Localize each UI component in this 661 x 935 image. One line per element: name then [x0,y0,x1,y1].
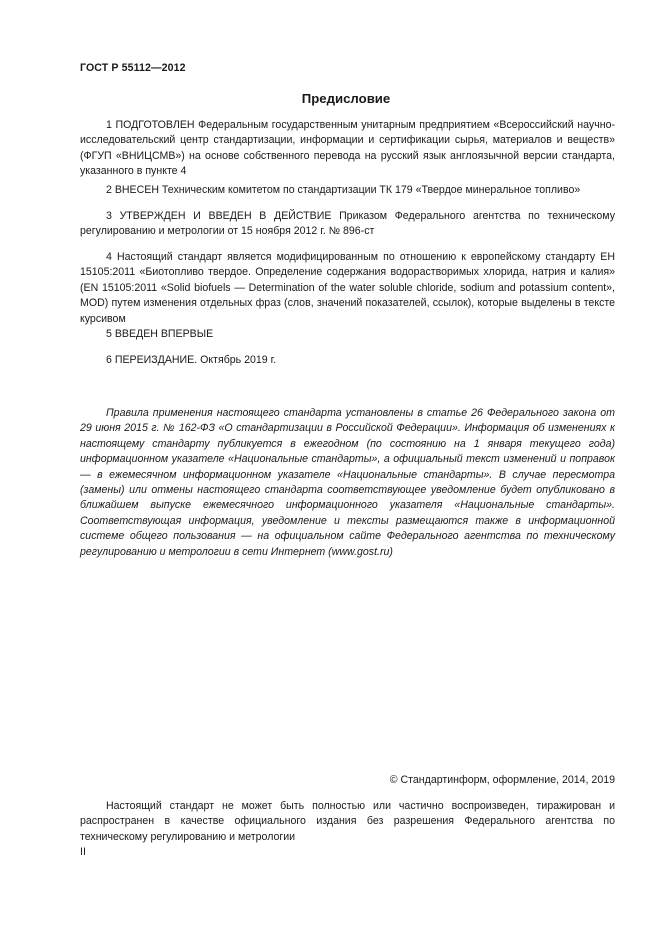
preface-item-6: 6 ПЕРЕИЗДАНИЕ. Октябрь 2019 г. [106,354,277,366]
page-number: II [80,846,86,858]
preface-item-3: 3 УТВЕРЖДЕН И ВВЕДЕН В ДЕЙСТВИЕ Приказом Федерального агентства по техническому регулированию и метрологии от 15 ноября 2012 г. № 896-ст [80,210,615,238]
preface-item-4: 4 Настоящий стандарт является модифицированным по отношению к европейскому стандарту ЕН 15105:2011 «Биотопливо твердое. Определение содержания водорастворимых хлорида, натрия и калия» (EN 15105:2011 «Solid biofuels — Determination of the water soluble chloride, sodium and potassium content», MOD) путем изменения отдельных фраз (слов, значений показателей, ссылок), которые выделены в тексте курсивом [80,251,615,325]
standard-usage-notice: Правила применения настоящего стандарта установлены в статье 26 Федерального закона от 29 июня 2015 г. № 162-ФЗ «О стандартизации в Российской Федерации». Информация об изменениях к настоящему стандарту публикуется в ежегодном (по состоянию на 1 января текущего года) информационном указателе «Национальные стандарты», а официальный текст изменений и поправок — в ежемесячном информационном указателе «Национальные стандарты». В случае пересмотра (замены) или отмены настоящего стандарта соответствующее уведомление будет опубликовано в ближайшем выпуске ежемесячного информационного указателя «Национальные стандарты». Соответствующая информация, уведомление и тексты размещаются также в информационной системе общего пользования — на официальном сайте Федерального агентства по техническому регулированию и метрологии в сети Интернет (www.gost.ru) [80,407,615,558]
standard-code: ГОСТ Р 55112—2012 [80,62,186,74]
copyright-line: © Стандартинформ, оформление, 2014, 2019 [389,774,615,786]
preface-item-1: 1 ПОДГОТОВЛЕН Федеральным государственным унитарным предприятием «Всероссийский научно-исследовательский центр стандартизации, информации и сертификации сырья, материалов и веществ» (ФГУП «ВНИЦСМВ») на основе собственного перевода на русский язык англоязычной версии стандарта, указанного в пункте 4 [80,119,615,178]
preface-item-5: 5 ВВЕДЕН ВПЕРВЫЕ [106,328,214,340]
preface-title: Предисловие [301,91,391,106]
reproduction-notice: Настоящий стандарт не может быть полностью или частично воспроизведен, тиражирован и распространен в качестве официального издания без разрешения Федерального агентства по техническому регулированию и метрологии [80,800,615,843]
preface-item-2: 2 ВНЕСЕН Техническим комитетом по стандартизации ТК 179 «Твердое минеральное топливо» [106,184,581,196]
